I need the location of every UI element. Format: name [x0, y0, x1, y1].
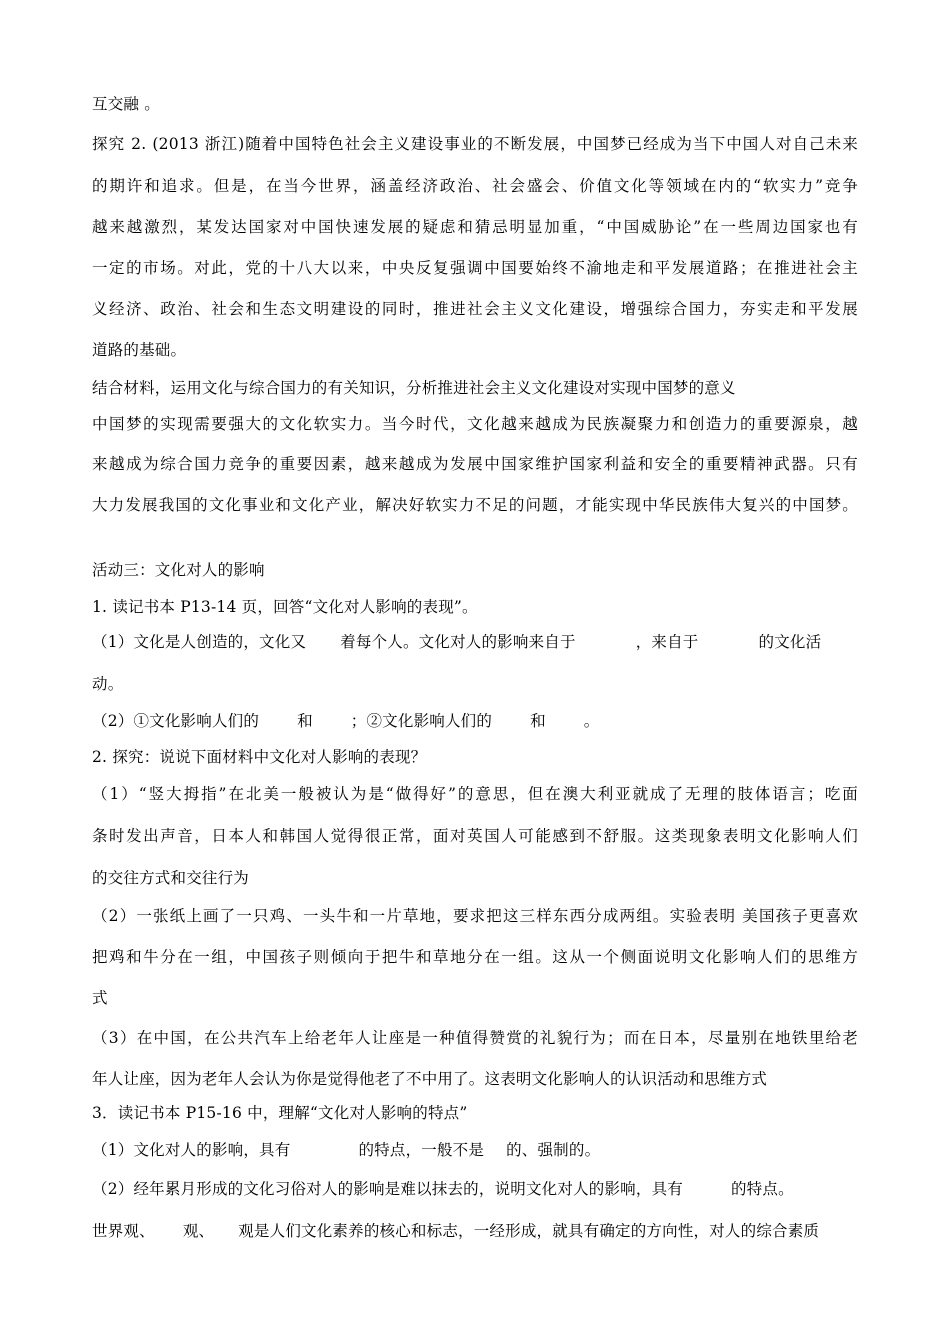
text-line: 义经济、政治、社会和生态文明建设的同时，推进社会主义文化建设，增强综合国力，夯实走和平发展 [92, 300, 858, 318]
text-line: 互交融 。 [92, 95, 160, 113]
fill-blank-line [92, 1140, 600, 1160]
text-segment: 的、强制的。 [506, 1141, 601, 1159]
text-segment: （2）①文化影响人们的 [92, 712, 260, 730]
text-line: （1）“竖大拇指”在北美一般被认为是“做得好”的意思，但在澳大利亚就成了无理的肢体语言；吃面 [92, 785, 858, 803]
text-segment: ，来自于 [635, 633, 699, 651]
fill-blank-line [92, 1221, 819, 1241]
text-line: 道路的基础。 [92, 341, 187, 359]
text-line: 的交往方式和交往行为 [92, 869, 250, 887]
fill-blank-line [92, 1179, 794, 1199]
text-segment: 观、 [182, 1222, 215, 1240]
text-line: 年人让座，因为老年人会认为你是觉得他老了不中用了。这表明文化影响人的认识活动和思维方式 [92, 1070, 768, 1088]
text-line: 一定的市场。对此，党的十八大以来，中央反复强调中国要始终不渝地走和平发展道路；在推进社会主 [92, 259, 858, 277]
text-line: （2）一张纸上画了一只鸡、一头牛和一片草地，要求把这三样东西分成两组。实验表明 美国孩子更喜欢 [92, 907, 858, 925]
section-heading: 活动三：文化对人的影响 [92, 561, 265, 579]
text-line: 2. 探究：说说下面材料中文化对人影响的表现？ [92, 748, 427, 766]
fill-blank-line [92, 711, 599, 731]
text-segment: 观是人们文化素养的核心和标志，一经形成，就具有确定的方向性，对人的综合素质 [238, 1222, 820, 1240]
question-prompt: 结合材料，运用文化与综合国力的有关知识，分析推进社会主义文化建设对实现中国梦的意义 [92, 379, 736, 397]
text-line: 探究 2. (2013 浙江)随着中国特色社会主义建设事业的不断发展，中国梦已经成为当下中国人对自己未来 [92, 135, 858, 153]
text-line: 越来越激烈，某发达国家对中国快速发展的疑虑和猜忌明显加重，“中国威胁论”在一些周边国家也有 [92, 218, 858, 236]
text-line: 3．读记书本 P15-16 中，理解“文化对人影响的特点” [92, 1104, 468, 1122]
text-segment: 和 [530, 712, 546, 730]
text-segment: 。 [583, 712, 600, 730]
text-line: 把鸡和牛分在一组，中国孩子则倾向于把牛和草地分在一组。这从一个侧面说明文化影响人们的思维方 [92, 948, 858, 966]
answer-line: 大力发展我国的文化事业和文化产业，解决好软实力不足的问题，才能实现中华民族伟大复兴的中国梦。 [92, 496, 858, 514]
text-line: 的期许和追求。但是，在当今世界，涵盖经济政治、社会盛会、价值文化等领域在内的“软实力”竞争 [92, 177, 858, 195]
text-segment: 世界观、 [92, 1222, 155, 1240]
text-segment: （1）文化对人的影响，具有 [92, 1141, 291, 1159]
text-segment: ；②文化影响人们的 [350, 712, 493, 730]
text-line: 1. 读记书本 P13-14 页，回答“文化对人影响的表现”。 [92, 598, 478, 616]
text-segment: （2）经年累月形成的文化习俗对人的影响是难以抹去的，说明文化对人的影响，具有 [92, 1180, 683, 1198]
answer-line: 来越成为综合国力竞争的重要因素，越来越成为发展中国家维护国家利益和安全的重要精神武器。只有 [92, 455, 858, 473]
text-line: （3）在中国，在公共汽车上给老年人让座是一种值得赞赏的礼貌行为；而在日本，尽量别在地铁里给老 [92, 1029, 858, 1047]
answer-line: 中国梦的实现需要强大的文化软实力。当今时代，文化越来越成为民族凝聚力和创造力的重要源泉，越 [92, 415, 858, 433]
text-line: 条时发出声音，日本人和韩国人觉得很正常，面对英国人可能感到不舒服。这类现象表明文化影响人们 [92, 827, 858, 845]
fill-blank-line [92, 632, 821, 652]
text-segment: 着每个人。文化对人的影响来自于 [340, 633, 576, 651]
text-line: 动。 [92, 675, 124, 693]
text-segment: 的文化活 [758, 633, 822, 651]
text-line: 式 [92, 989, 108, 1007]
text-segment: 的特点。 [730, 1180, 794, 1198]
text-segment: 和 [297, 712, 313, 730]
text-segment: （1）文化是人创造的，文化又 [92, 633, 307, 651]
text-segment: 的特点，一般不是 [358, 1141, 485, 1159]
